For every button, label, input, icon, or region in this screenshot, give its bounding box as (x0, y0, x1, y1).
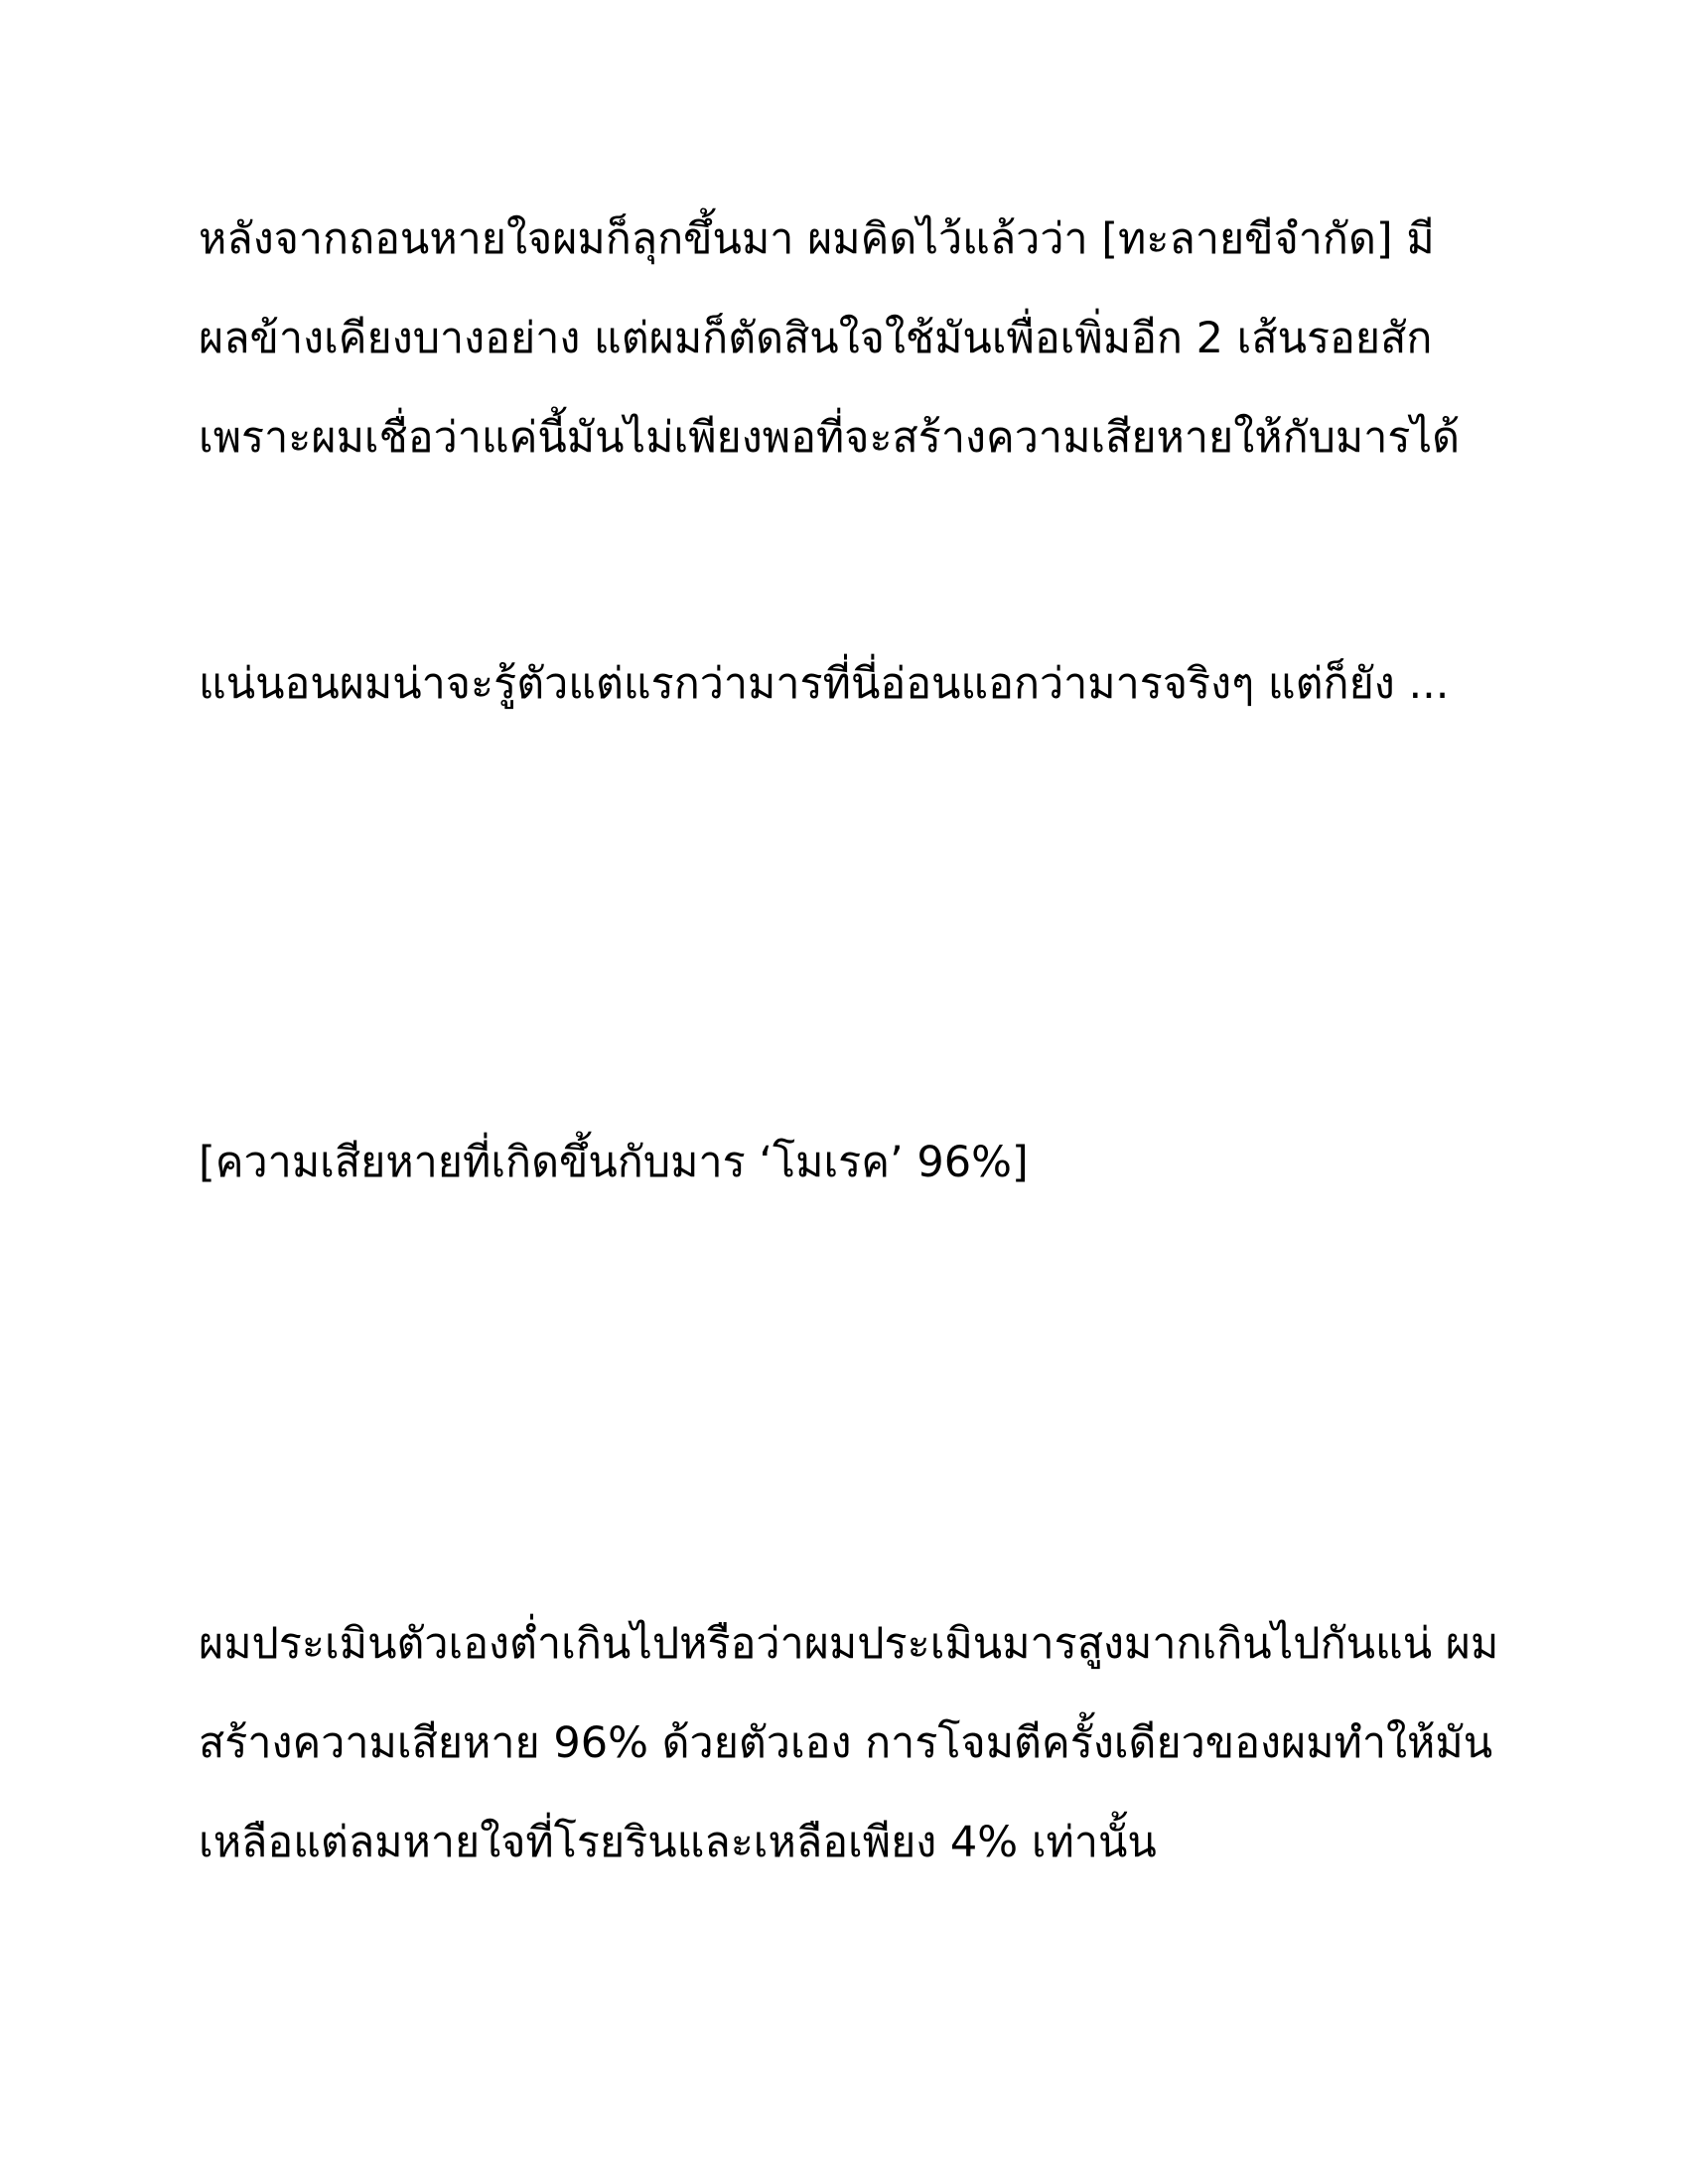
system-message: [ความเสียหายที่เกิดขึ้นกับมาร ‘โมเรค’ 96%] (199, 1138, 1029, 1187)
paragraph-3-line-1: ผมประเมินตัวเองต่ำเกินไปหรือว่าผมประเมินมารสูงมากเกินไปกันแน่ ผม (199, 1619, 1499, 1669)
paragraph-1-line-3: เพราะผมเชื่อว่าแค่นี้มันไม่เพียงพอที่จะสร้างความเสียหายให้กับมารได้ (199, 413, 1461, 463)
paragraph-1-line-2: ผลข้างเคียงบางอย่าง แต่ผมก็ตัดสินใจใช้มันเพื่อเพิ่มอีก 2 เส้นรอยสัก (199, 314, 1433, 363)
paragraph-3-line-3: เหลือแต่ลมหายใจที่โรยรินและเหลือเพียง 4% เท่านั้น (199, 1818, 1157, 1867)
paragraph-1-line-1: หลังจากถอนหายใจผมก็ลุกขึ้นมา ผมคิดไว้แล้วว่า [ทะลายขีจำกัด] มี (199, 214, 1435, 264)
paragraph-3-line-2: สร้างความเสียหาย 96% ด้วยตัวเอง การโจมตีครั้งเดียวของผมทำให้มัน (199, 1718, 1493, 1768)
paragraph-2-line-1: แน่นอนผมน่าจะรู้ตัวแต่แรกว่ามารที่นี่อ่อนแอกว่ามารจริงๆ แต่ก็ยัง ... (199, 659, 1450, 709)
